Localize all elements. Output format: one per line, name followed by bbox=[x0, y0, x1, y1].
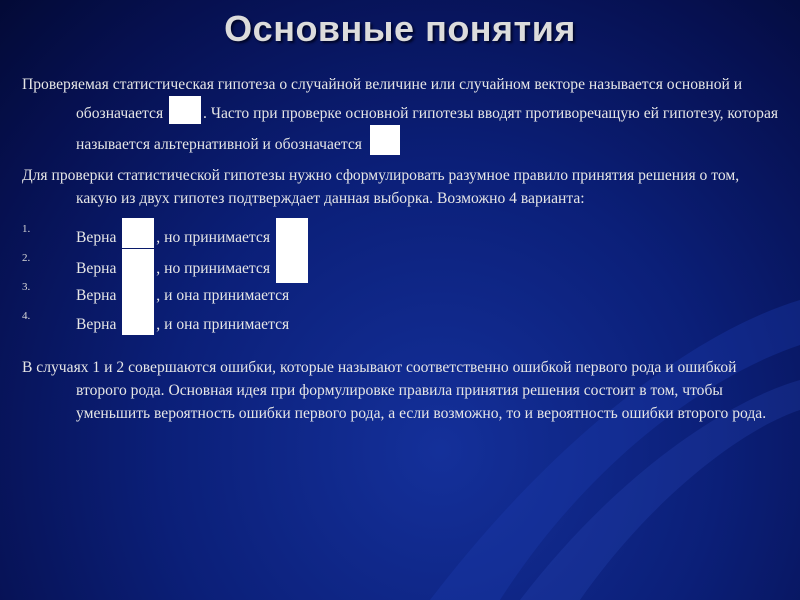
case-text: , и она принимается bbox=[156, 316, 290, 333]
hypothesis-image bbox=[122, 218, 154, 248]
case-text: Верна bbox=[76, 260, 121, 277]
case-number: 4. bbox=[22, 310, 31, 322]
intro-text-part1: Проверяемая статистическая гипотеза о случайной величине или случайном векторе называется основной и обозначается bbox=[22, 76, 743, 122]
hypothesis-h0-image bbox=[169, 96, 201, 124]
case-text: Верна bbox=[76, 229, 121, 246]
rule-paragraph: Для проверки статистической гипотезы нужно сформулировать разумное правило принятия решения о том, какую из двух гипотез подтверждает данная выборка. Возможно 4 варианта: bbox=[22, 167, 740, 207]
case-text: Верна bbox=[76, 287, 121, 304]
hypothesis-image bbox=[122, 249, 154, 279]
hypothesis-h1-image bbox=[370, 125, 400, 155]
hypothesis-image bbox=[276, 218, 308, 248]
case-number: 2. bbox=[22, 252, 31, 264]
case-item-2 bbox=[22, 247, 782, 277]
case-text: , и она принимается bbox=[156, 287, 290, 304]
intro-paragraph bbox=[22, 73, 782, 156]
hypothesis-image bbox=[122, 305, 154, 335]
case-number: 1. bbox=[22, 223, 31, 235]
case-text: , но принимается bbox=[156, 260, 274, 277]
case-item-1 bbox=[22, 218, 782, 246]
errors-paragraph: В случаях 1 и 2 совершаются ошибки, которые называют соответственно ошибкой первого рода и ошибкой второго рода. Основная идея при формулировке правила принятия решения состоит в том, чтобы уменьшить вероятность ошибки первого рода, а если возможно, то и вероятность ошибки второго рода. bbox=[22, 359, 767, 422]
spacer bbox=[22, 334, 782, 356]
slide-content bbox=[22, 73, 782, 433]
case-item-4 bbox=[22, 305, 782, 333]
slide-title: Основные понятия bbox=[224, 8, 576, 49]
case-item-3 bbox=[22, 276, 782, 304]
case-number: 3. bbox=[22, 281, 31, 293]
case-text: Верна bbox=[76, 316, 121, 333]
hypothesis-image bbox=[122, 276, 154, 306]
intro-text-part2: . Часто при проверке основной гипотезы вводят противоречащую ей гипотезу, которая называется альтернативной и обозначается bbox=[76, 105, 779, 153]
case-text: , но принимается bbox=[156, 229, 274, 246]
